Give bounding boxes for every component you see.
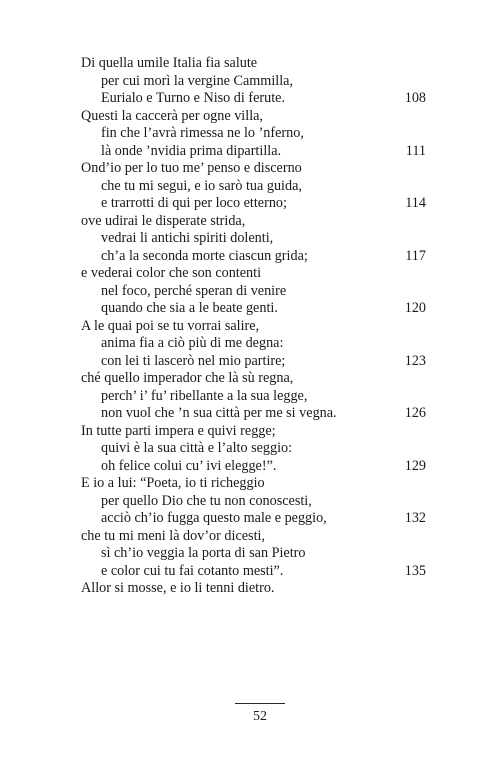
verse-line <box>81 440 426 458</box>
verse-number: 123 <box>404 352 426 369</box>
verse-text: là onde ’nvidia prima dipartilla. <box>101 142 282 159</box>
verse-line <box>81 545 426 563</box>
verse-text: Allor si mosse, e io li tenni dietro. <box>81 580 275 596</box>
verse-line <box>81 90 426 108</box>
verse-line <box>81 213 426 231</box>
verse-text: non vuol che ’n sua città per me si vegna. <box>101 405 337 421</box>
verse-text: sì ch’io veggia la porta di san Pietro <box>101 545 306 561</box>
verse-line <box>81 283 426 301</box>
verse-line <box>81 125 426 143</box>
verse-text: nel foco, perché speran di venire <box>101 282 287 299</box>
verse-line <box>81 475 426 493</box>
verse-line <box>81 458 426 476</box>
verse-line <box>81 423 426 441</box>
verse-number: 108 <box>404 90 426 106</box>
verse-line <box>81 230 426 248</box>
verse-line <box>81 265 426 283</box>
verse-text: oh felice colui cu’ ivi elegge!”. <box>101 457 277 474</box>
verse-line <box>81 388 426 406</box>
verse-number: 111 <box>405 142 426 159</box>
verse-text: per quello Dio che tu non conoscesti, <box>101 492 312 509</box>
verse-text: Eurialo e Turno e Niso di ferute. <box>101 90 286 106</box>
verse-text: e trarrotti di qui per loco etterno; <box>101 195 287 211</box>
verse-line <box>81 318 426 336</box>
verse-text: Di quella umile Italia fia salute <box>81 55 258 71</box>
verse-text: per cui morì la vergine Cammilla, <box>101 72 294 89</box>
verse-line <box>81 335 426 353</box>
verse-line <box>81 160 426 178</box>
verse-line <box>81 178 426 196</box>
verse-text: che tu mi meni là dov’or dicesti, <box>81 527 265 544</box>
verse-line <box>81 55 426 73</box>
verse-line <box>81 580 426 598</box>
verse-text: e vederai color che son contenti <box>81 265 262 281</box>
verse-line <box>81 405 426 423</box>
verse-line <box>81 73 426 91</box>
page-number: 52 <box>253 709 267 724</box>
verse-text: In tutte parti impera e quivi regge; <box>81 422 276 439</box>
verse-number: 117 <box>405 247 426 264</box>
verse-line <box>81 510 426 528</box>
verse-text: che tu mi segui, e io sarò tua guida, <box>101 177 302 194</box>
verse-number: 126 <box>404 405 426 421</box>
verse-line <box>81 300 426 318</box>
verse-line <box>81 370 426 388</box>
verse-text: ché quello imperador che là sù regna, <box>81 370 294 386</box>
verse-line <box>81 195 426 213</box>
verse-text: acciò ch’io fugga questo male e peggio, <box>101 510 327 526</box>
verse-block <box>81 55 426 598</box>
verse-text: E io a lui: “Poeta, io ti richeggio <box>81 475 265 491</box>
verse-line <box>81 528 426 546</box>
verse-text: quando che sia a le beate genti. <box>101 300 278 316</box>
verse-text: e color cui tu fai cotanto mesti”. <box>101 562 284 579</box>
verse-number: 129 <box>404 457 426 474</box>
verse-line <box>81 248 426 266</box>
verse-number: 132 <box>404 510 426 526</box>
verse-number: 120 <box>404 300 426 316</box>
verse-text: Questi la caccerà per ogne villa, <box>81 107 263 124</box>
verse-text: anima fia a ciò più di me degna: <box>101 335 284 351</box>
verse-text: vedrai li antichi spiriti dolenti, <box>101 230 274 246</box>
verse-text: A le quai poi se tu vorrai salire, <box>81 317 260 334</box>
verse-line <box>81 563 426 581</box>
verse-text: con lei ti lascerò nel mio partire; <box>101 352 286 369</box>
verse-text: ch’a la seconda morte ciascun grida; <box>101 247 308 264</box>
verse-text: quivi è la sua città e l’alto seggio: <box>101 440 293 456</box>
verse-text: fin che l’avrà rimessa ne lo ’nferno, <box>101 125 304 141</box>
verse-text: ove udirai le disperate strida, <box>81 212 246 229</box>
verse-line <box>81 143 426 161</box>
verse-line <box>81 493 426 511</box>
page-number-rule <box>235 703 285 704</box>
verse-text: Ond’io per lo tuo me’ penso e discerno <box>81 160 302 176</box>
verse-number: 114 <box>405 195 426 211</box>
verse-number: 135 <box>404 562 426 579</box>
verse-text: perch’ i’ fu’ ribellante a la sua legge, <box>101 387 308 404</box>
verse-line <box>81 108 426 126</box>
verse-line <box>81 353 426 371</box>
